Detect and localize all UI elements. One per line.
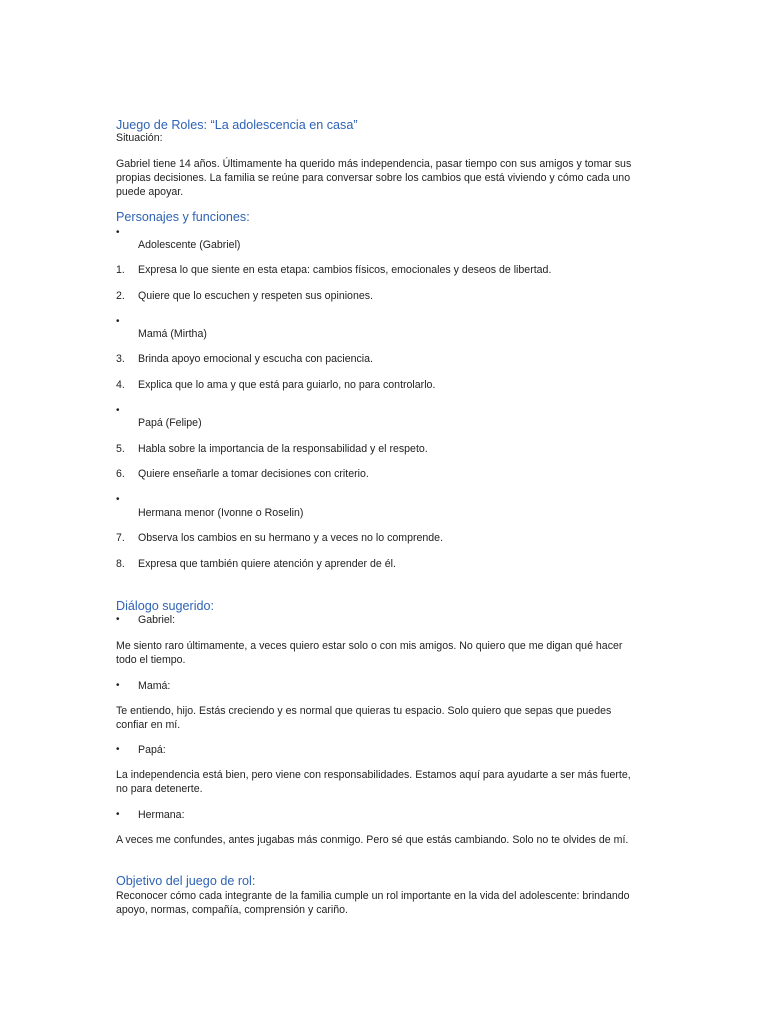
function-number: 7. [116, 532, 125, 544]
situacion-line: propias decisiones. La familia se reúne para conversar sobre los cambios que está viviendo y cómo cada uno [116, 172, 631, 184]
role-name: Mamá (Mirtha) [138, 328, 207, 340]
role-name: Hermana menor (Ivonne o Roselin) [138, 507, 304, 519]
dialogue-line: Te entiendo, hijo. Estás creciendo y es normal que quieras tu espacio. Solo quiero que sepas que puedes [116, 705, 612, 717]
function-number: 3. [116, 353, 125, 365]
speaker-name: Gabriel: [138, 614, 176, 626]
dialogue-line: confiar en mí. [116, 719, 181, 731]
function-text: Observa los cambios en su hermano y a veces no lo comprende. [138, 532, 444, 544]
role-name: Adolescente (Gabriel) [138, 239, 241, 251]
function-text: Brinda apoyo emocional y escucha con paciencia. [138, 353, 373, 365]
bullet: • [116, 744, 120, 755]
function-text: Explica que lo ama y que está para guiarlo, no para controlarlo. [138, 379, 436, 391]
function-number: 5. [116, 443, 125, 455]
objetivo-line: apoyo, normas, compañía, comprensión y cariño. [116, 904, 349, 916]
role-name: Papá (Felipe) [138, 417, 202, 429]
bullet: • [116, 614, 120, 625]
function-text: Expresa que también quiere atención y aprender de él. [138, 558, 396, 570]
bullet: • [116, 405, 120, 416]
function-number: 1. [116, 264, 125, 276]
bullet: • [116, 316, 120, 327]
speaker-name: Mamá: [138, 680, 171, 692]
bullet: • [116, 227, 120, 238]
situacion-line: puede apoyar. [116, 186, 184, 198]
dialogue-line: A veces me confundes, antes jugabas más conmigo. Pero sé que estás cambiando. Solo no te olvides de mí. [116, 834, 629, 846]
dialogue-line: La independencia está bien, pero viene con responsabilidades. Estamos aquí para ayudarte a ser más fuerte, [116, 769, 631, 781]
speaker-name: Papá: [138, 744, 166, 756]
dialogue-line: no para detenerte. [116, 783, 203, 795]
personajes-heading: Personajes y funciones: [116, 210, 250, 224]
function-text: Quiere que lo escuchen y respeten sus opiniones. [138, 290, 373, 302]
function-number: 6. [116, 468, 125, 480]
function-text: Quiere enseñarle a tomar decisiones con criterio. [138, 468, 369, 480]
situacion-label: Situación: [116, 132, 163, 144]
function-text: Expresa lo que siente en esta etapa: cambios físicos, emocionales y deseos de libertad. [138, 264, 552, 276]
objetivo-heading: Objetivo del juego de rol: [116, 874, 256, 888]
dialogo-heading: Diálogo sugerido: [116, 599, 215, 613]
function-text: Habla sobre la importancia de la responsabilidad y el respeto. [138, 443, 428, 455]
document-title: Juego de Roles: “La adolescencia en casa” [116, 118, 358, 132]
dialogue-line: todo el tiempo. [116, 654, 186, 666]
function-number: 8. [116, 558, 125, 570]
bullet: • [116, 680, 120, 691]
situacion-line: Gabriel tiene 14 años. Últimamente ha querido más independencia, pasar tiempo con sus amigos y tomar sus [116, 158, 632, 170]
dialogue-line: Me siento raro últimamente, a veces quiero estar solo o con mis amigos. No quiero que me digan qué hacer [116, 640, 623, 652]
speaker-name: Hermana: [138, 809, 185, 821]
bullet: • [116, 494, 120, 505]
function-number: 2. [116, 290, 125, 302]
bullet: • [116, 809, 120, 820]
objetivo-line: Reconocer cómo cada integrante de la familia cumple un rol importante en la vida del adolescente: brindando [116, 890, 630, 902]
function-number: 4. [116, 379, 125, 391]
